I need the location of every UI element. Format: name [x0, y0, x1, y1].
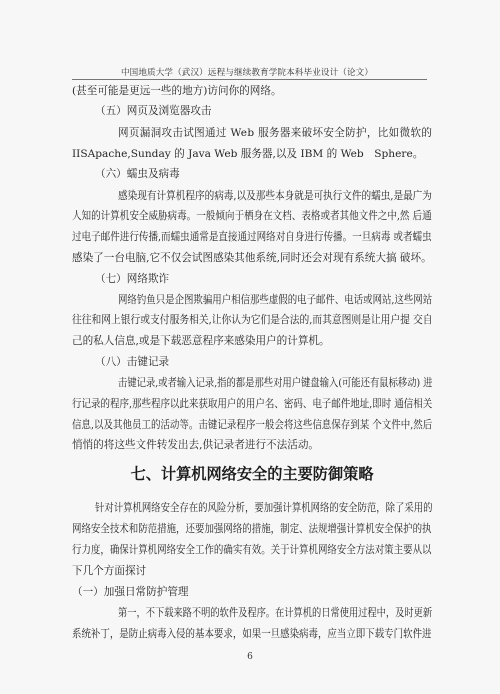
subheading: （五）网页及浏览器攻击 — [95, 105, 212, 117]
body-line: 过电子邮件进行传播,而蠕虫通常是直接通过网络对自身进行传播。一旦病毒 或者蠕虫 — [72, 231, 432, 243]
body-line: IISApache,Sunday 的 Java Web 服务器,以及 IBM 的 Web Sphere。 — [72, 148, 424, 160]
body-line: 针对计算机网络安全存在的风险分析，要加强计算机网络的安全防范，除了采用的 — [95, 502, 433, 514]
body-line: 感染了一台电脑,它不仅会试图感染其他系统,同时还会对现有系统大搞 破坏。 — [72, 252, 432, 264]
subheading: （一）加强日常防护管理 — [72, 586, 189, 598]
header-rule — [72, 79, 427, 80]
body-line: 悄悄的将这些文件转发出去,供记录者进行不法活动。 — [72, 439, 320, 451]
section-title: 七、计算机网络安全的主要防御策略 — [130, 465, 374, 483]
body-line: 网络安全技术和防范措施，还要加强网络的措施，制定、法规增强计算机安全保护的执 — [72, 523, 432, 535]
body-line: 人知的计算机安全威胁病毒。一般倾向于栖身在文档、表格或者其他文件之中,然 后通 — [72, 210, 432, 222]
body-line: 网页漏洞攻击试图通过 Web 服务器来破坏安全防护，比如微软的 — [118, 127, 433, 139]
subheading: （七）网络欺诈 — [95, 273, 170, 285]
body-line: 网络钓鱼只是企图欺骗用户相信那些虚假的电子邮件、电话或网站,这些网站 — [118, 294, 433, 306]
body-line: 第一，不下载来路不明的软件及程序。在计算机的日常使用过程中，及时更新 — [118, 607, 433, 619]
page-number: 6 — [247, 652, 253, 662]
body-line: 下几个方面探讨 — [72, 565, 147, 577]
subheading: （六）蠕虫及病毒 — [95, 168, 180, 180]
body-line: 己的私人信息,或是下载恶意程序来感染用户的计算机。 — [72, 335, 330, 347]
body-line: 行记录的程序,那些程序以此来获取用户的用户名、密码、电子邮件地址,即时 通信相关 — [72, 398, 433, 410]
body-line: 行力度，确保计算机网络安全工作的确实有效。关于计算机网络安全方法对策主要从以 — [72, 544, 432, 556]
page-header: 中国地质大学（武汉）远程与继续教育学院本科毕业设计（论文） — [120, 68, 374, 78]
body-line: (甚至可能是更远一些的地方)访问你的网络。 — [72, 85, 282, 97]
body-line: 往往和网上银行或支付服务相关,让你认为它们是合法的,而其意图则是让用户提 交自 — [72, 314, 433, 326]
body-line: 击键记录,或者输入记录,指的都是那些对用户键盘输入(可能还有鼠标移动) 进 — [118, 377, 433, 389]
body-line: 感染现有计算机程序的病毒,以及那些本身就是可执行文件的蠕虫,是最广为 — [118, 190, 432, 202]
body-line: 信息,以及其他员工的活动等。击键记录程序一般会将这些信息保存到某 个文件中,然后 — [72, 419, 433, 431]
body-line: 系统补丁，是防止病毒入侵的基本要求，如果一旦感染病毒，应当立即下载专门软件进 — [72, 628, 432, 640]
subheading: （八）击键记录 — [95, 356, 170, 368]
